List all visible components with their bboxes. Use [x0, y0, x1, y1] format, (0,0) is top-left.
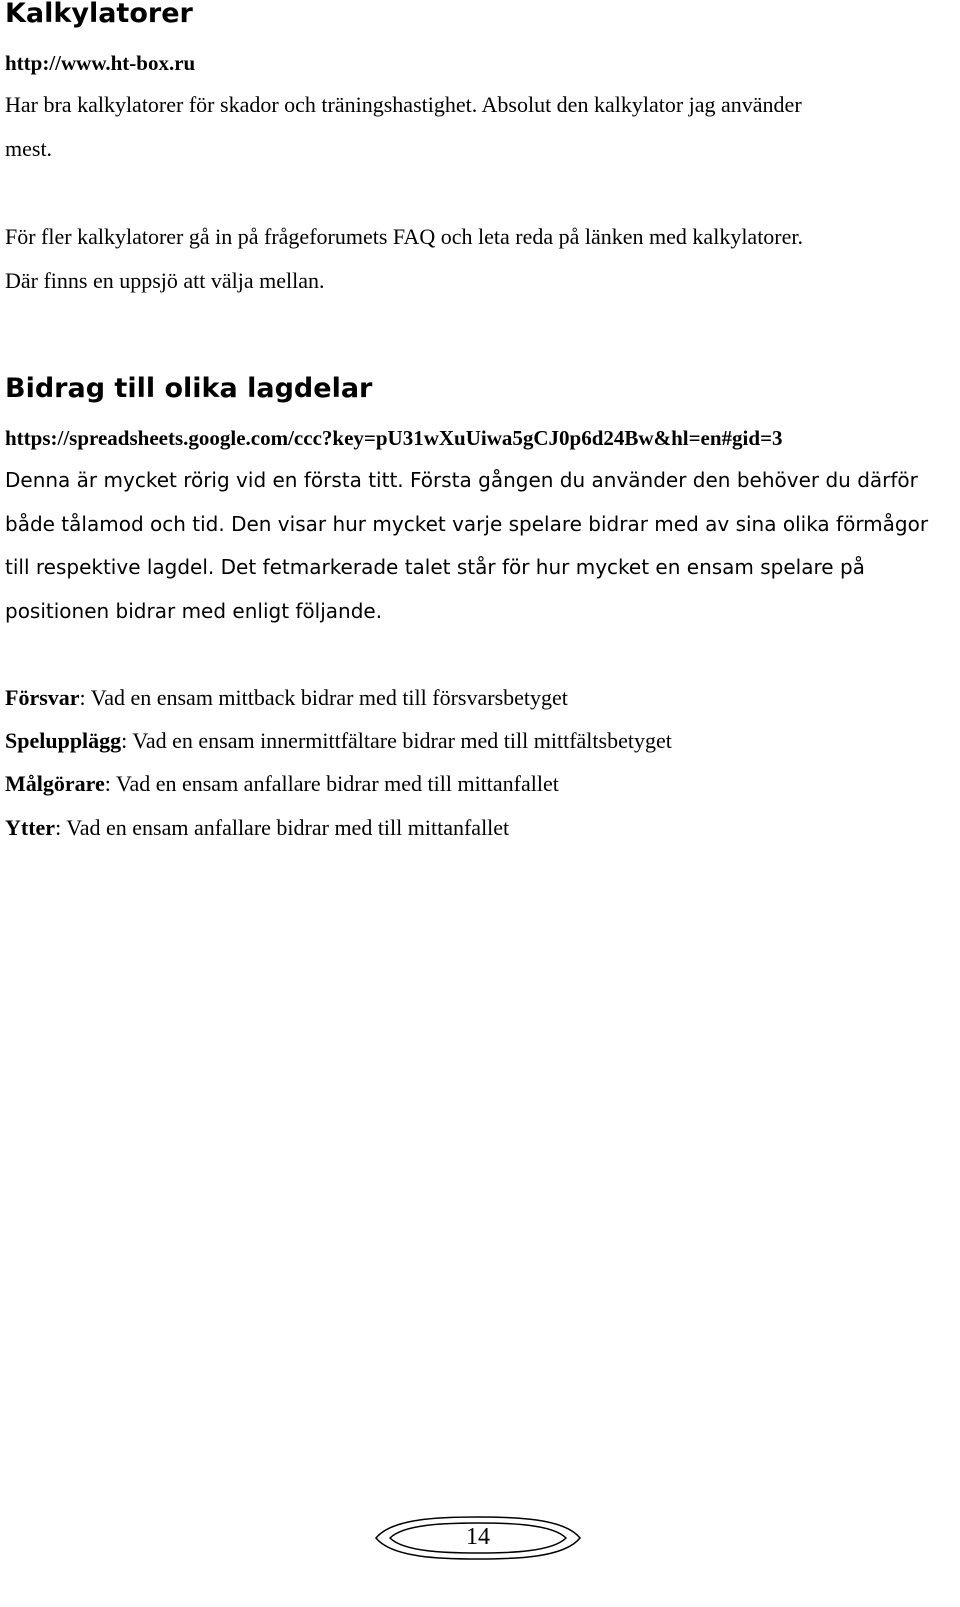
definition-text: : Vad en ensam anfallare bidrar med till mittanfallet: [55, 815, 510, 840]
definition-term: Försvar: [5, 685, 80, 710]
definition-text: : Vad en ensam mittback bidrar med till försvarsbetyget: [79, 685, 568, 710]
paragraph-bidrag: [5, 459, 928, 633]
paragraph-line: Där finns en uppsjö att välja mellan.: [5, 268, 325, 293]
definition-term: Ytter: [5, 815, 56, 840]
spreadsheet-link[interactable]: https://spreadsheets.google.com/ccc?key=pU31wXuUiwa5gCJ0p6d24Bw&hl=en#gid=3: [5, 426, 783, 450]
definition-term: Spelupplägg: [5, 728, 122, 753]
definition-ytter: [5, 815, 509, 841]
paragraph-line: till respektive lagdel. Det fetmarkerade talet står för hur mycket en ensam spelare på: [5, 555, 865, 579]
ht-box-link[interactable]: http://www.ht-box.ru: [5, 51, 196, 75]
section-heading-kalkylatorer: Kalkylatorer: [5, 0, 193, 29]
section-heading-bidrag: Bidrag till olika lagdelar: [5, 373, 373, 404]
paragraph-line: både tålamod och tid. Den visar hur mycket varje spelare bidrar med av sina olika förmågor: [5, 511, 929, 536]
paragraph-kalkylatorer-faq: [5, 215, 803, 303]
page-number: 14: [466, 1524, 490, 1550]
paragraph-line: mest.: [5, 136, 53, 161]
paragraph-kalkylatorer-intro: [5, 83, 802, 171]
definition-text: : Vad en ensam innermittfältare bidrar med till mittfältsbetyget: [121, 728, 672, 753]
paragraph-line: För fler kalkylatorer gå in på frågeforumets FAQ och leta reda på länken med kalkylatorer.: [5, 224, 804, 249]
definition-malgorare: [5, 771, 559, 797]
paragraph-line: Har bra kalkylatorer för skador och träningshastighet. Absolut den kalkylator jag använder: [5, 92, 802, 117]
paragraph-line: Denna är mycket rörig vid en första titt. Första gången du använder den behöver du därför: [5, 468, 918, 492]
definition-term: Målgörare: [5, 771, 105, 796]
definition-speluppl\u00e4gg: [5, 728, 672, 754]
definition-text: : Vad en ensam anfallare bidrar med till mittanfallet: [104, 771, 559, 796]
paragraph-line: positionen bidrar med enligt följande.: [5, 598, 383, 623]
definition-forsvar: [5, 685, 568, 711]
